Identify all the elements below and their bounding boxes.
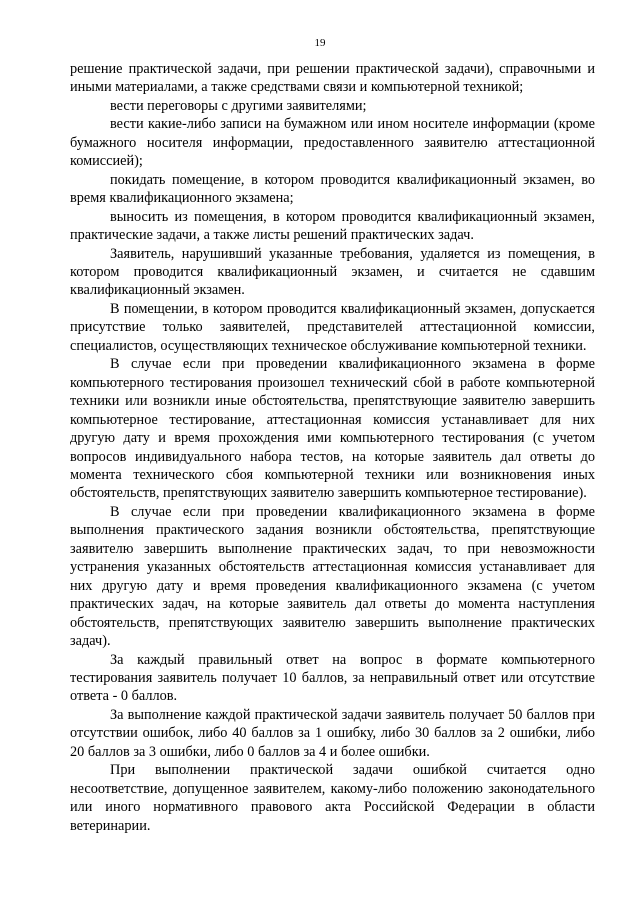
page-number: 19 [314,37,326,49]
paragraph-practical-task-obstacles: В случае если при проведении квалификационного экзамена в форме выполнения практического задания возникли обстоятельства, препятствующие заявителю завершить выполнение практических задач, то при невозможности устранения указанных обстоятельств аттестационная комиссия устанавливает для них другую дату и время проведения квалификационного экзамена (с учетом практических задач, на которые заявитель дал ответы до момента наступления обстоятельств, препятствующих заявителю завершить выполнение практических задач). [70,503,595,650]
paragraph-prohibition-leave-room: покидать помещение, в котором проводится квалификационный экзамен, во время квалификационного экзамена; [70,171,595,207]
paragraph-prohibition-notes: вести какие-либо записи на бумажном или ином носителе информации (кроме бумажного носителя информации, предоставленного заявителю аттестационной комиссией); [70,116,595,170]
paragraph-continuation: решение практической задачи, при решении практической задачи), справочными и иными материалами, а также средствами связи и компьютерной техникой; [70,61,595,96]
paragraph-test-scoring: За каждый правильный ответ на вопрос в формате компьютерного тестирования заявитель получает 10 баллов, за неправильный ответ или отсутствие ответа - 0 баллов. [70,651,595,705]
body-text [70,60,595,835]
paragraph-practical-scoring: За выполнение каждой практической задачи заявитель получает 50 баллов при отсутствии ошибок, либо 40 баллов за 1 ошибку, либо 30 баллов за 2 ошибки, либо 20 баллов за 3 ошибки, либо 0 баллов за 4 и более ошибки. [70,706,595,760]
paragraph-allowed-persons: В помещении, в котором проводится квалификационный экзамен, допускается присутствие только заявителей, представителей аттестационной комиссии, специалистов, осуществляющих техническое обслуживание компьютерной техники. [70,300,595,354]
paragraph-computer-test-failure: В случае если при проведении квалификационного экзамена в форме компьютерного тестирования произошел технический сбой в работе компьютерной техники или возникли иные обстоятельства, препятствующие заявителю завершить компьютерное тестирование, аттестационная комиссия устанавливает для них другую дату и время прохождения ими компьютерного тестирования (с учетом вопросов индивидуального набора тестов, на которые заявитель дал ответы до момента технического сбоя компьютерной техники или возникновения иных обстоятельств, препятствующих заявителю завершить компьютерное тестирование). [70,356,595,502]
paragraph-violation-removal: Заявитель, нарушивший указанные требования, удаляется из помещения, в котором проводится квалификационный экзамен, и считается не сдавшим квалификационный экзамен. [70,245,595,299]
paragraph-error-definition: При выполнении практической задачи ошибкой считается одно несоответствие, допущенное заявителем, какому-либо положению законодательного или иного нормативного правового акта Российской Федерации в области ветеринарии. [70,762,595,834]
paragraph-prohibition-remove-materials: выносить из помещения, в котором проводится квалификационный экзамен, практические задачи, а также листы решений практических задач. [70,208,595,244]
paragraph-prohibition-negotiations: вести переговоры с другими заявителями; [110,97,367,114]
